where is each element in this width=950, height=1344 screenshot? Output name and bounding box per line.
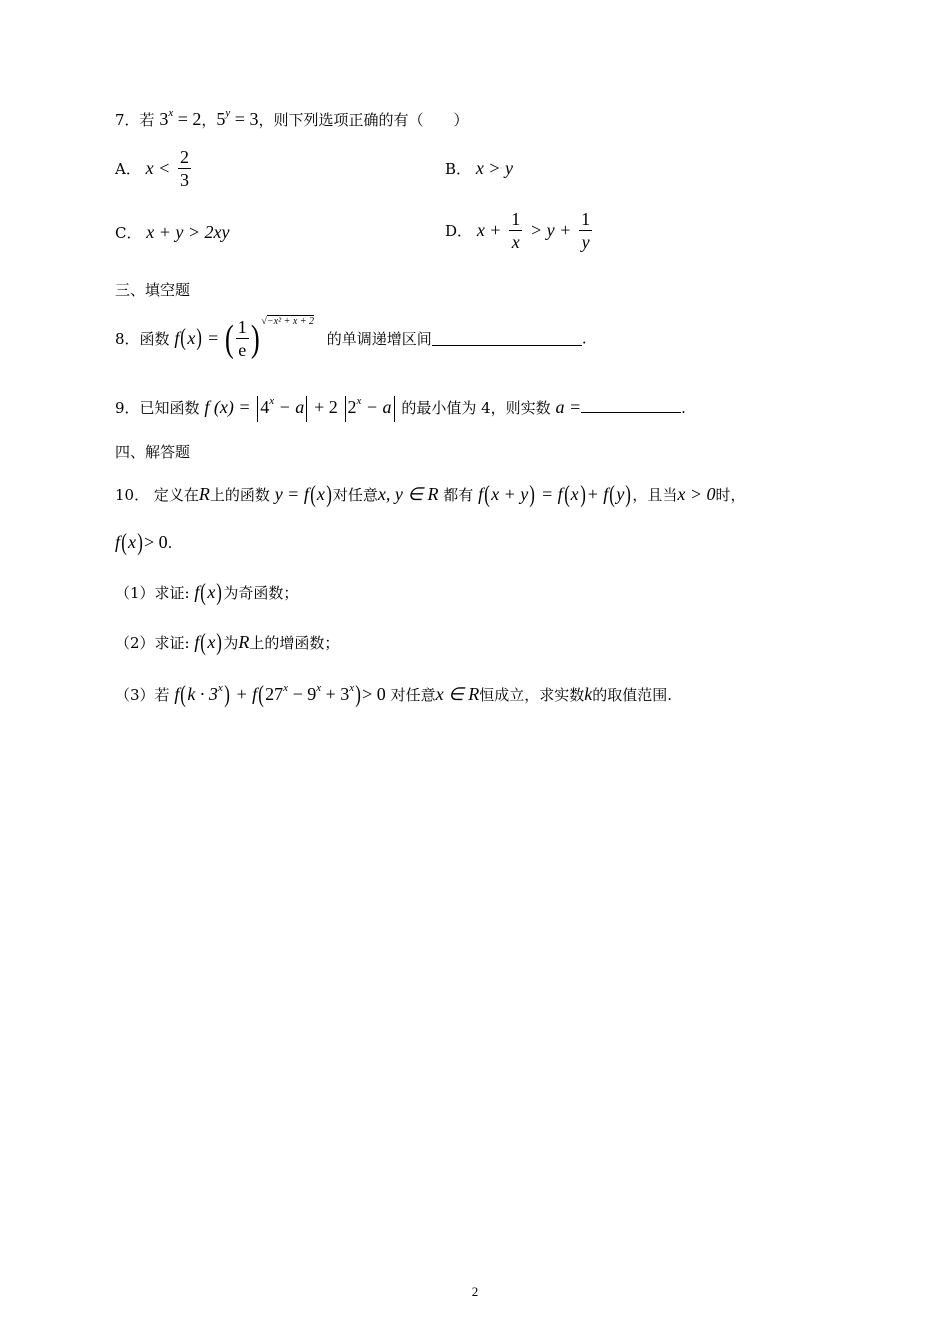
fraction-two-thirds: $\frac{2}{3}$ bbox=[180, 147, 190, 190]
question-10-part-2: （2）求证: f(x)为R上的增函数； bbox=[115, 630, 340, 656]
question-9: 9．已知函数 f $(x) = 4^x - a + 2$ $2^x - a$ 的最小值为 4，则实数 a = . bbox=[115, 396, 686, 422]
fraction-one-over-y: $\frac{1}{y}$ bbox=[581, 209, 591, 252]
question-10-part-1: （1）求证: f(x)为奇函数； bbox=[115, 580, 299, 606]
fraction-one-over-e: $\frac{1}{e}$ bbox=[237, 317, 247, 360]
question-10-part-3: （3）若 $f(k \cdot 3^x) + f(27^x - 9^x + 3^x)> 0$ 对任意x ∈ R恒成立，求实数k的取值范围. bbox=[115, 682, 673, 708]
fraction-one-over-x: $\frac{1}{x}$ bbox=[511, 209, 521, 252]
question-7-stem: 7．若 $3^x = 2$，$5^y = 3$，则下列选项正确的有（ ） bbox=[115, 107, 469, 129]
exponent-sqrt: √−x² + x + 2 bbox=[261, 316, 315, 327]
q7-option-a: A． x < $\frac{2}{3}$ bbox=[115, 147, 190, 190]
q7-option-c: C． x + y > 2xy bbox=[115, 222, 230, 242]
question-10-condition: f(x)> 0. bbox=[115, 530, 173, 556]
question-8: 8．函数 f(x) = ( $\frac{1}{e}$ ) √−x² + x + 2 的单调递增区间 . bbox=[115, 316, 587, 360]
answer-blank[interactable] bbox=[581, 398, 681, 413]
page-number: 2 bbox=[471, 1284, 479, 1299]
section-heading-fill-in: 三、填空题 bbox=[115, 281, 191, 299]
question-10-stem: 10． 定义在R上的函数 y = f(x)对任意x, y ∈ R 都有 f(x + y) = f(x)+ f(y)，且当x > 0时， bbox=[115, 482, 746, 508]
answer-blank[interactable] bbox=[432, 331, 582, 346]
q7-option-d: D． x + $\frac{1}{x}$ > y + $\frac{1}{y}$ bbox=[445, 209, 591, 252]
q7-option-b: B． x > y bbox=[445, 158, 513, 178]
section-heading-solutions: 四、解答题 bbox=[115, 443, 191, 461]
